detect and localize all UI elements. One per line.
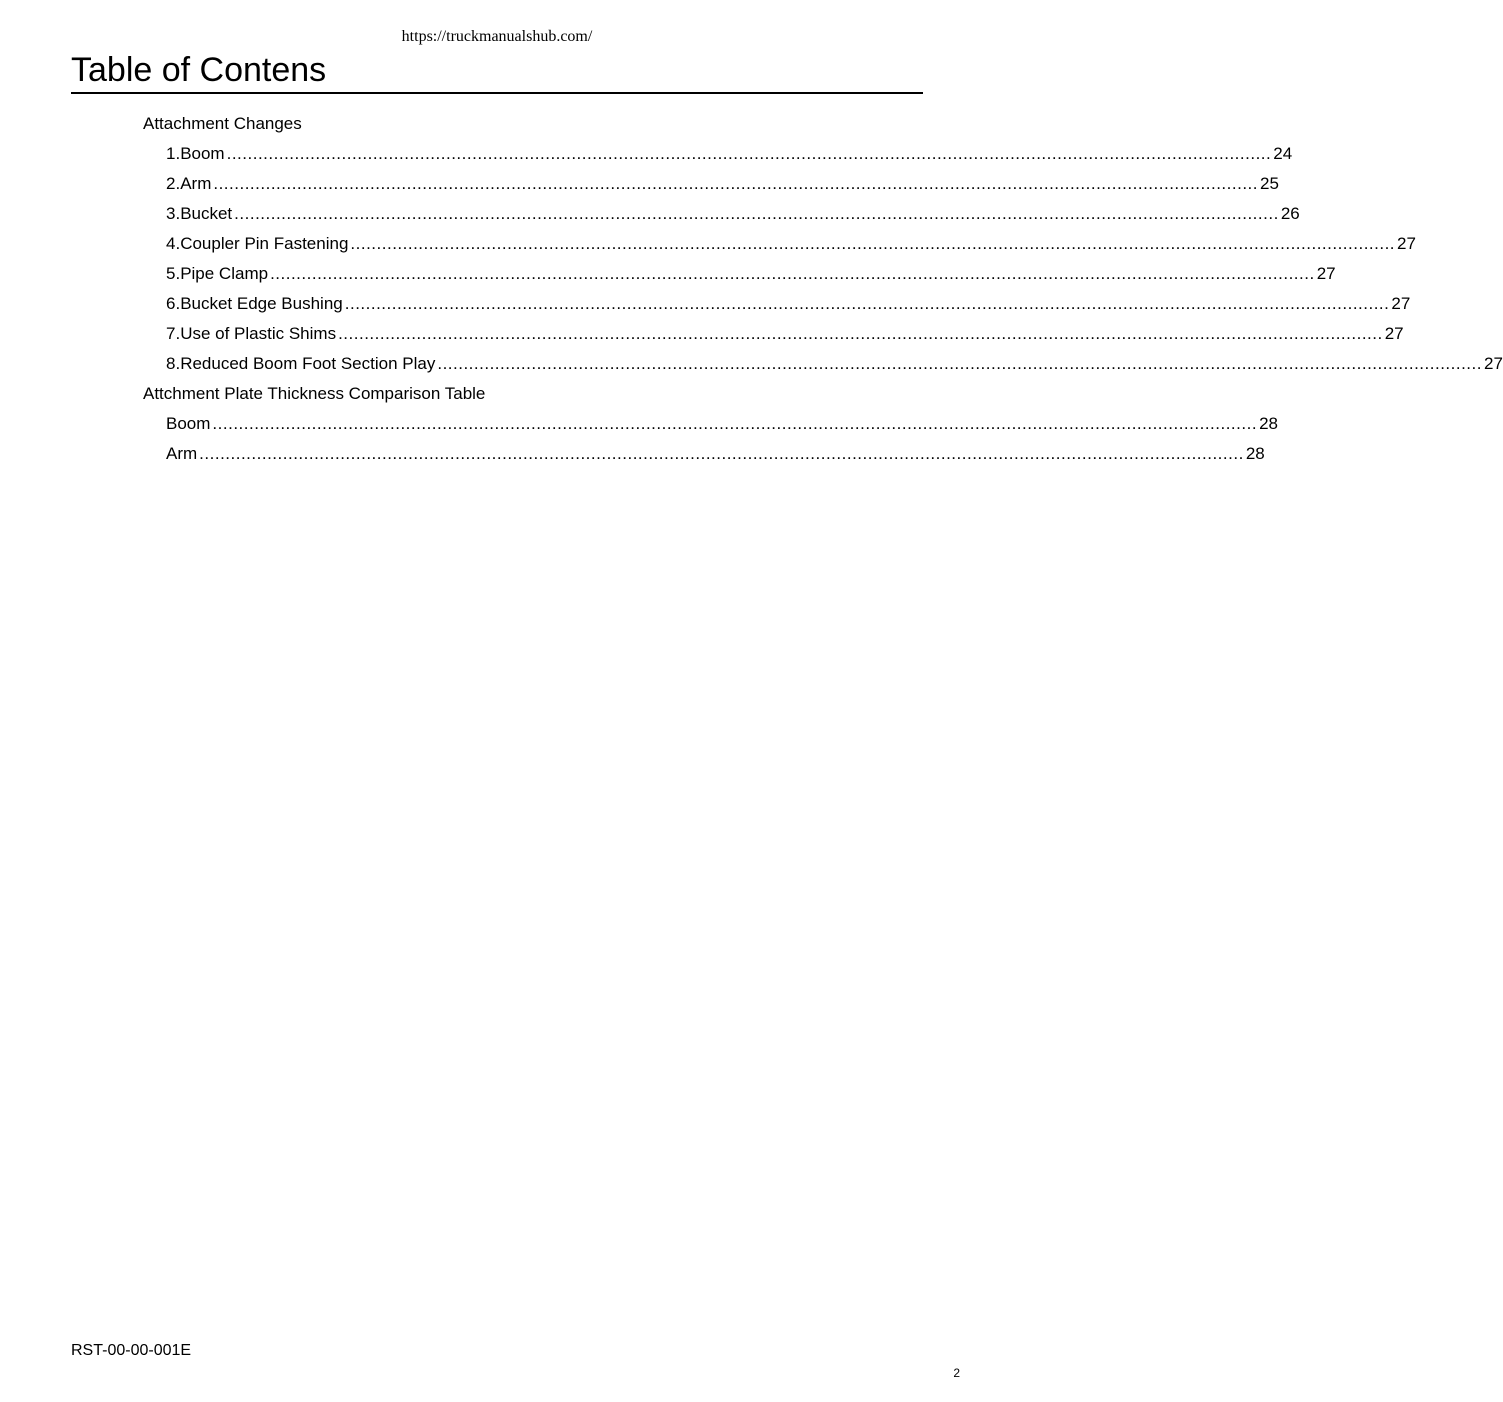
toc-entry-page: 27 (1397, 234, 1416, 253)
toc-entry-number: 5. (166, 264, 181, 283)
toc-entry[interactable] (166, 289, 1411, 319)
toc-dot-leader: ........................................................................................................................................................................................................ (212, 414, 1258, 433)
toc-entry-label: Bucket Edge Bushing (180, 294, 343, 313)
toc-entry-page: 27 (1316, 264, 1336, 283)
toc-entry-label: Bucket (180, 204, 233, 223)
toc-entry-page: 26 (1280, 204, 1300, 223)
toc-entry[interactable] (166, 259, 1336, 289)
toc-entry-number: 3. (166, 204, 181, 223)
document-code: RST-00-00-001E (71, 1342, 192, 1359)
toc-entry-page: 27 (1391, 294, 1411, 313)
toc-entry-label: Arm (166, 444, 198, 463)
toc-dot-leader: ........................................................................................................................................................................................................ (234, 204, 1279, 223)
toc-entry-label: Use of Plastic Shims (180, 324, 337, 343)
toc-entry-number: 2. (166, 174, 181, 193)
toc-section-heading (143, 379, 485, 409)
toc-section-heading (143, 109, 302, 139)
toc-entry-label: Arm (180, 174, 212, 193)
toc-entry-number: 7. (166, 324, 181, 343)
toc-entry-page: 27 (1384, 324, 1404, 343)
page-number: 2 (953, 1366, 960, 1380)
toc-entry-page: 24 (1273, 144, 1293, 163)
toc-entry[interactable] (166, 439, 1265, 469)
toc-dot-leader: ........................................................................................................................................................................................................ (270, 264, 1315, 283)
toc-entry-number: 6. (166, 294, 181, 313)
toc-dot-leader: ........................................................................................................................................................................................................ (437, 354, 1482, 373)
toc-dot-leader: ........................................................................................................................................................................................................ (350, 234, 1396, 253)
toc-entry[interactable] (166, 349, 1503, 379)
toc-entry-page: 28 (1245, 444, 1265, 463)
toc-section-heading-text: Attchment Plate Thickness Comparison Table (143, 384, 486, 403)
toc-entry-page: 27 (1483, 354, 1503, 373)
toc-entry[interactable] (166, 139, 1293, 169)
toc-dot-leader: ........................................................................................................................................................................................................ (199, 444, 1244, 463)
toc-entry-label: Boom (166, 414, 211, 433)
toc-dot-leader: ........................................................................................................................................................................................................ (344, 294, 1390, 313)
toc-dot-leader: ........................................................................................................................................................................................................ (226, 144, 1272, 163)
toc-entry-number: 1. (166, 144, 181, 163)
toc-entry[interactable] (166, 199, 1300, 229)
toc-entry[interactable] (166, 229, 1416, 259)
toc-entry-label: Coupler Pin Fastening (180, 234, 349, 253)
toc-entry[interactable] (166, 319, 1404, 349)
toc-entry[interactable] (166, 409, 1278, 439)
header-url: https://truckmanualshub.com/ (401, 28, 593, 45)
toc-entry-label: Pipe Clamp (180, 264, 269, 283)
toc-entry-label: Reduced Boom Foot Section Play (180, 354, 436, 373)
toc-entry-page: 28 (1259, 414, 1278, 433)
toc-entry-number: 4. (166, 234, 181, 253)
title-underline (71, 92, 923, 94)
toc-entry-label: Boom (180, 144, 225, 163)
toc-section-heading-text: Attachment Changes (143, 114, 302, 133)
toc-dot-leader: ........................................................................................................................................................................................................ (338, 324, 1383, 343)
page-title: Table of Contens (71, 51, 327, 89)
toc-dot-leader: ........................................................................................................................................................................................................ (213, 174, 1258, 193)
toc-entry[interactable] (166, 169, 1279, 199)
toc-entry-page: 25 (1260, 174, 1279, 193)
toc-entry-number: 8. (166, 354, 181, 373)
